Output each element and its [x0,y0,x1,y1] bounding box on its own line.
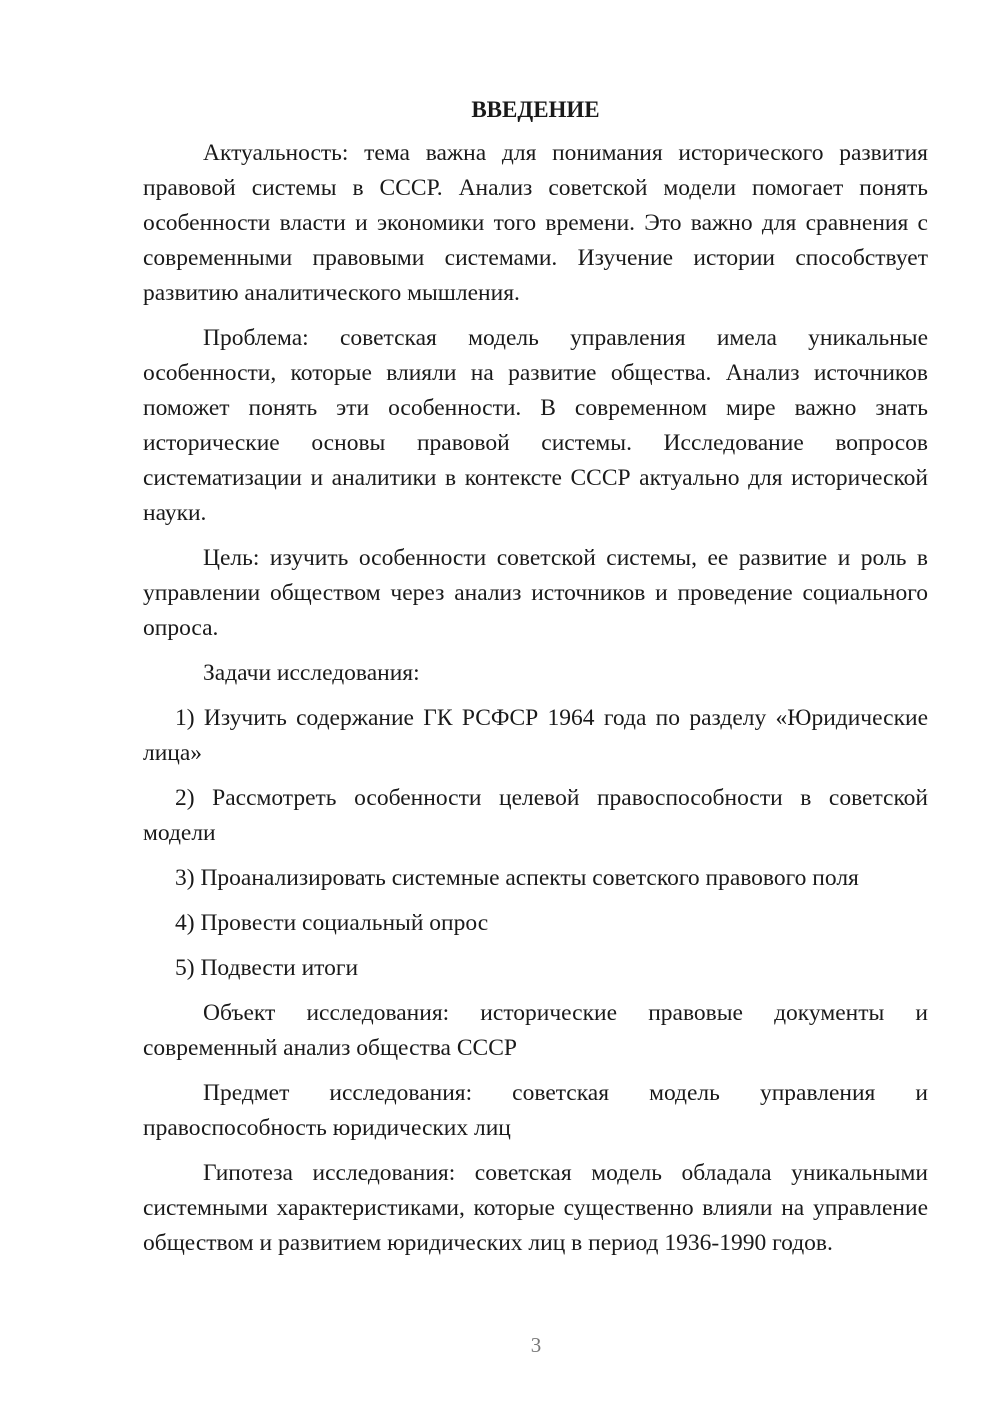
page-number: 3 [530,1333,542,1357]
document-page [143,92,928,1271]
task-item-4: 4) Провести социальный опрос [175,910,489,936]
tasks-title: Задачи исследования: [203,660,420,686]
goal-paragraph: Цель: изучить особенности советской системы, ее развитие и роль в управлении обществом через анализ источников и проведение социального опроса. [143,545,928,641]
relevance-paragraph: Актуальность: тема важна для понимания исторического развития правовой системы в СССР. Анализ советской модели помогает понять особенности власти и экономики того времени. Это важно для сравнения с современными правовыми системами. Изучение истории способствует развитию аналитического мышления. [143,140,928,306]
subject-paragraph: Предмет исследования: советская модель управления и правоспособность юридических лиц [143,1080,928,1141]
section-heading: ВВЕДЕНИЕ [471,97,600,122]
task-item-3: 3) Проанализировать системные аспекты советского правового поля [175,865,859,891]
problem-paragraph: Проблема: советская модель управления имела уникальные особенности, которые влияли на развитие общества. Анализ источников поможет понять эти особенности. В современном мире важно знать исторические основы правовой системы. Исследование вопросов систематизации и аналитики в контексте СССР актуально для исторической науки. [143,325,928,526]
task-item-5: 5) Подвести итоги [175,955,359,981]
task-item-2: 2) Рассмотреть особенности целевой правоспособности в советской модели [143,785,928,846]
task-item-1: 1) Изучить содержание ГК РСФСР 1964 года по разделу «Юридические лица» [143,705,928,766]
object-paragraph: Объект исследования: исторические правовые документы и современный анализ общества СССР [143,1000,928,1061]
hypothesis-paragraph: Гипотеза исследования: советская модель обладала уникальными системными характеристиками, которые существенно влияли на управление обществом и развитием юридических лиц в период 1936-1990 годов. [143,1160,928,1256]
